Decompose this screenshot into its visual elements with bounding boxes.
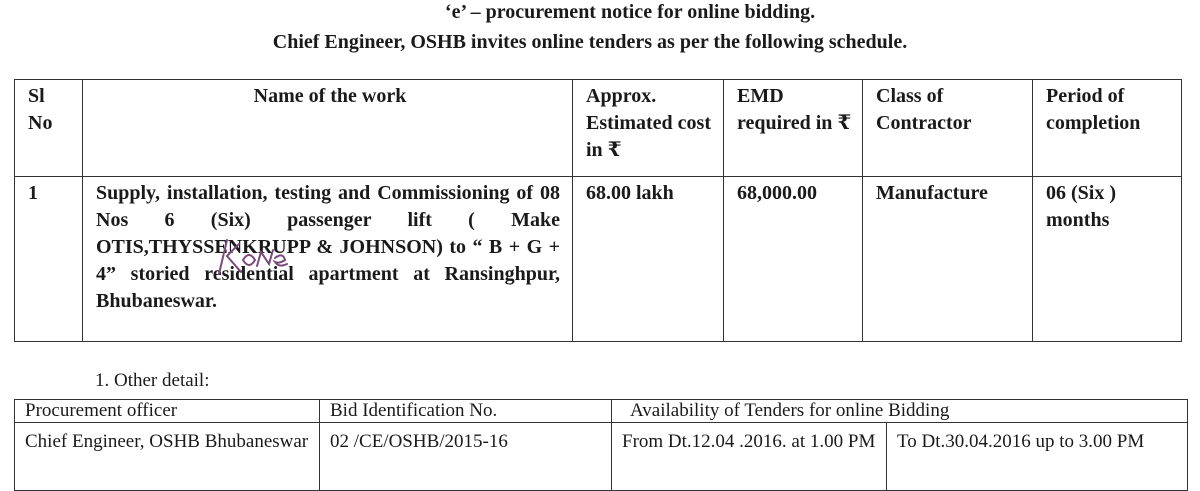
cell-period: 06 (Six ) months <box>1033 177 1182 342</box>
cell-name-of-work: Supply, installation, testing and Commissioning of 08 Nos 6 (Six) passenger lift ( Make OTIS,THYSSENKRUPP & JOHNSON) to “ B + G + 4” storied residential apartment at Ransinghpur, Bhubaneswar. <box>83 177 573 342</box>
header-bid-id: Bid Identification No. <box>320 400 612 423</box>
table-row <box>15 423 1188 491</box>
col-period: Period of completion <box>1033 80 1182 177</box>
schedule-table <box>14 79 1182 342</box>
schedule-header-row <box>15 80 1182 177</box>
notice-title: ‘e’ – procurement notice for online bidding. <box>444 1 816 23</box>
notice-subtitle: Chief Engineer, OSHB invites online tenders as per the following schedule. <box>272 31 908 53</box>
col-sl-no: Sl No <box>15 80 83 177</box>
col-name-of-work: Name of the work <box>83 80 573 177</box>
header-procurement-officer: Procurement officer <box>15 400 320 423</box>
cell-sl-no: 1 <box>15 177 83 342</box>
cell-emd: 68,000.00 <box>724 177 863 342</box>
other-detail-label: 1. Other detail: <box>95 370 210 391</box>
cell-officer: Chief Engineer, OSHB Bhubaneswar <box>15 423 320 491</box>
cell-class: Manufacture <box>863 177 1033 342</box>
header-availability: Availability of Tenders for online Bidding <box>612 400 1188 423</box>
cell-bid-id: 02 /CE/OSHB/2015-16 <box>320 423 612 491</box>
col-cost: Approx. Estimated cost in ₹ <box>573 80 724 177</box>
col-class: Class of Contractor <box>863 80 1033 177</box>
cell-cost: 68.00 lakh <box>573 177 724 342</box>
other-detail-header-row <box>15 400 1188 423</box>
cell-to: To Dt.30.04.2016 up to 3.00 PM <box>887 423 1188 491</box>
other-detail-table <box>14 399 1188 491</box>
col-emd: EMD required in ₹ <box>724 80 863 177</box>
table-row <box>15 177 1182 342</box>
cell-from: From Dt.12.04 .2016. at 1.00 PM <box>612 423 887 491</box>
